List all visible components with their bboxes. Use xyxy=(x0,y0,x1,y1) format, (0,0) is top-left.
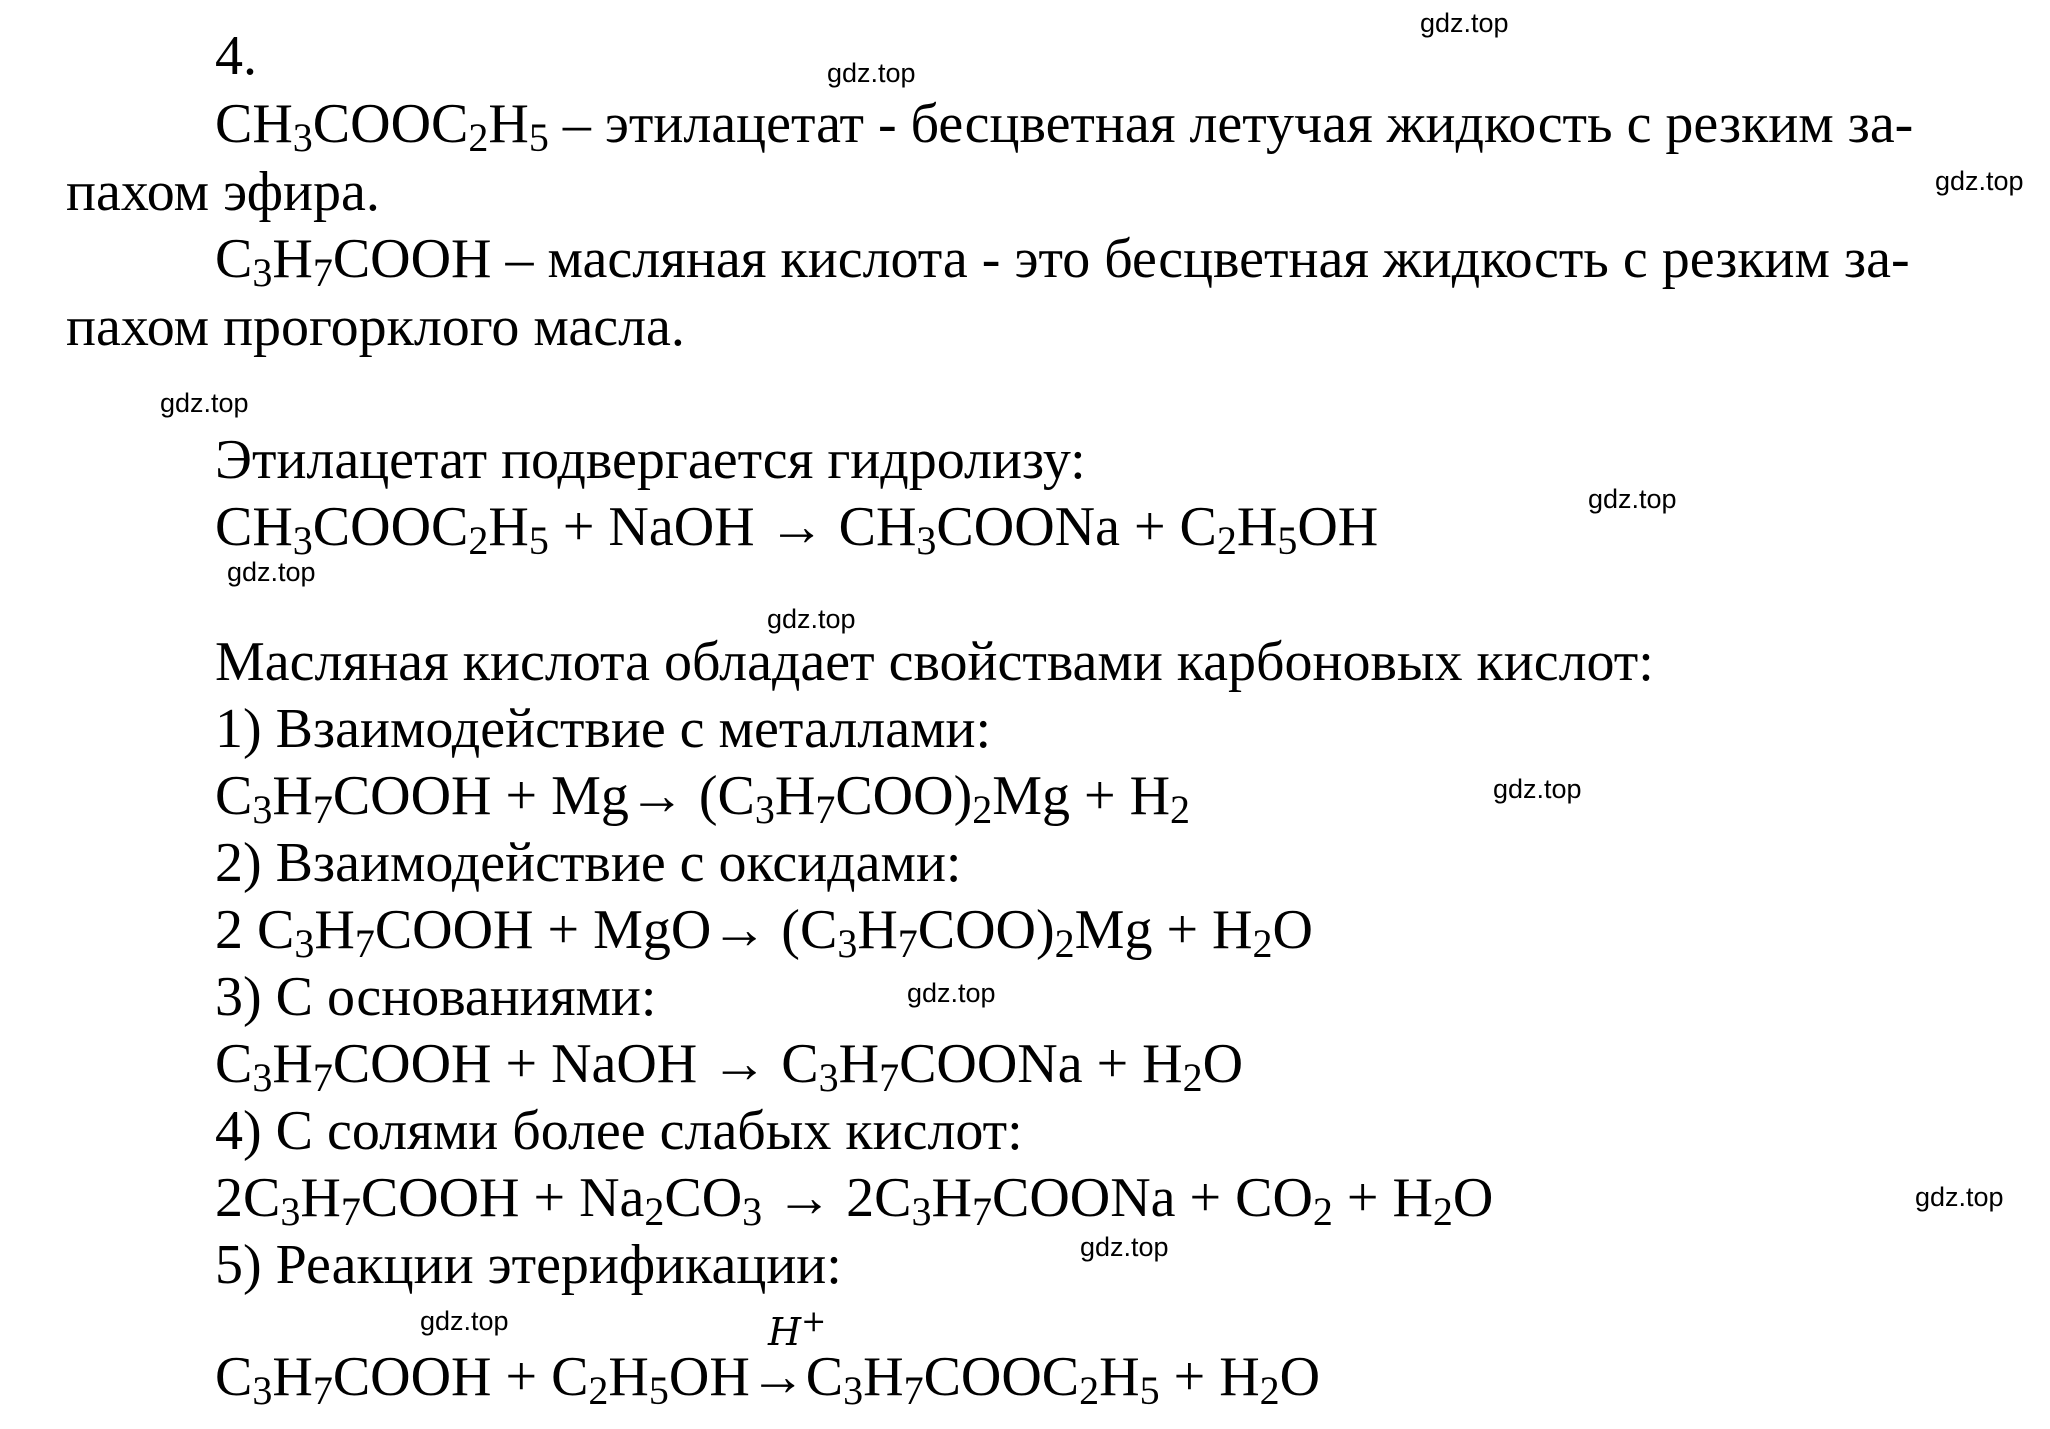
formula-subscript: 3 xyxy=(280,1189,301,1234)
formula-text: H xyxy=(857,899,898,961)
formula-subscript: 7 xyxy=(971,1189,992,1234)
formula-text: H xyxy=(1236,496,1278,558)
formula-text: Mg + H xyxy=(1074,899,1253,961)
formula-text: H xyxy=(314,899,355,961)
formula-text: 2 C xyxy=(215,899,295,961)
formula-text: + H xyxy=(1159,1346,1260,1408)
formula-text: COOH + MgO→ (C xyxy=(374,899,838,961)
formula-text: пахом прогорклого масла. xyxy=(66,296,685,358)
formula-text: COO) xyxy=(835,765,973,827)
formula-text: – этилацетат - бесцветная летучая жидкость с резким за- xyxy=(548,93,1914,155)
formula-subscript: 3 xyxy=(837,921,858,966)
formula-text: → 2C xyxy=(762,1167,912,1229)
formula-text: H xyxy=(774,765,816,827)
formula-text: O xyxy=(1272,899,1313,961)
formula-subscript: 7 xyxy=(879,1055,900,1100)
formula-subscript: 3 xyxy=(843,1368,864,1413)
butyric-acid-description-cont xyxy=(66,295,685,359)
watermark: gdz.top xyxy=(767,604,856,634)
formula-text: H xyxy=(272,1346,313,1408)
watermark: gdz.top xyxy=(1935,166,2024,196)
formula-subscript: 5 xyxy=(528,115,549,160)
formula-subscript: 3 xyxy=(742,1189,763,1234)
item3-equation xyxy=(215,1032,1244,1100)
formula-text: COOC xyxy=(312,93,469,155)
formula-subscript: 3 xyxy=(911,1189,932,1234)
formula-text: + H xyxy=(1332,1167,1433,1229)
watermark: gdz.top xyxy=(420,1306,509,1336)
formula-text: 2C xyxy=(215,1167,281,1229)
item4-equation xyxy=(215,1166,1494,1234)
ethyl-acetate-description-cont xyxy=(66,160,380,224)
catalyst-charge: + xyxy=(801,1304,827,1339)
acid-properties-heading: Масляная кислота обладает свойствами карбоновых кислот: xyxy=(215,631,1654,693)
formula-text: COOH + Mg→ (C xyxy=(332,765,755,827)
formula-text: H xyxy=(931,1167,972,1229)
formula-text: H xyxy=(608,1346,649,1408)
task-number: 4. xyxy=(215,25,257,87)
formula-text: C xyxy=(215,1346,253,1408)
catalyst-symbol: H xyxy=(768,1310,802,1354)
formula-subscript: 2 xyxy=(1312,1189,1333,1234)
formula-text: C xyxy=(215,1033,253,1095)
formula-text: COONa + CO xyxy=(991,1167,1313,1229)
hydrolysis-equation xyxy=(215,495,1379,563)
formula-subscript: 7 xyxy=(312,787,333,832)
formula-text: H xyxy=(488,93,529,155)
item1-title: 1) Взаимодействие с металлами: xyxy=(215,698,992,760)
formula-subscript: 3 xyxy=(252,250,273,295)
butyric-acid-description xyxy=(215,227,1910,295)
formula-text: O xyxy=(1452,1167,1494,1229)
formula-subscript: 2 xyxy=(588,1368,609,1413)
formula-text: COONa + C xyxy=(936,496,1217,558)
formula-text: C xyxy=(215,228,253,290)
formula-text: COOC xyxy=(312,496,469,558)
formula-subscript: 7 xyxy=(312,250,333,295)
formula-text: H xyxy=(272,228,313,290)
item1-equation xyxy=(215,764,1191,832)
formula-subscript: 2 xyxy=(1259,1368,1280,1413)
formula-subscript: 7 xyxy=(312,1055,333,1100)
formula-text: OH xyxy=(1297,496,1379,558)
formula-subscript: 2 xyxy=(1216,518,1237,563)
formula-text: C xyxy=(215,765,253,827)
formula-text: COO) xyxy=(917,899,1055,961)
formula-text: OH→C xyxy=(668,1346,844,1408)
formula-text: COOH + Na xyxy=(360,1167,645,1229)
formula-text: COOC xyxy=(923,1346,1080,1408)
item4-title: 4) С солями более слабых кислот: xyxy=(215,1100,1023,1162)
formula-text: пахом эфира. xyxy=(66,161,380,223)
formula-subscript: 7 xyxy=(340,1189,361,1234)
formula-subscript: 7 xyxy=(815,787,836,832)
formula-subscript: 3 xyxy=(292,518,313,563)
watermark: gdz.top xyxy=(1080,1232,1169,1262)
formula-text: CH xyxy=(215,93,293,155)
formula-subscript: 2 xyxy=(1079,1368,1100,1413)
formula-text: H xyxy=(1099,1346,1140,1408)
formula-subscript: 7 xyxy=(354,921,375,966)
formula-text: O xyxy=(1202,1033,1244,1095)
formula-subscript: 2 xyxy=(468,518,489,563)
formula-text: H xyxy=(272,765,313,827)
formula-text: H xyxy=(300,1167,341,1229)
formula-subscript: 2 xyxy=(1252,921,1273,966)
formula-subscript: 2 xyxy=(1432,1189,1453,1234)
formula-subscript: 2 xyxy=(644,1189,665,1234)
ethyl-acetate-description xyxy=(215,92,1914,160)
item3-title: 3) С основаниями: xyxy=(215,966,657,1028)
formula-subscript: 3 xyxy=(818,1055,839,1100)
formula-text: COOH + C xyxy=(332,1346,589,1408)
formula-text: COOH + NaOH → C xyxy=(332,1033,819,1095)
watermark: gdz.top xyxy=(1915,1182,2004,1212)
formula-text: COOH – масляная кислота - это бесцветная жидкость с резким за- xyxy=(332,228,1910,290)
item5-equation xyxy=(215,1345,1321,1413)
formula-subscript: 2 xyxy=(468,115,489,160)
watermark: gdz.top xyxy=(1420,8,1509,38)
formula-subscript: 3 xyxy=(754,787,775,832)
formula-subscript: 5 xyxy=(648,1368,669,1413)
formula-subscript: 2 xyxy=(972,787,993,832)
formula-subscript: 3 xyxy=(252,1368,273,1413)
watermark: gdz.top xyxy=(827,58,916,88)
formula-text: + NaOH → CH xyxy=(548,496,917,558)
formula-text: O xyxy=(1279,1346,1321,1408)
formula-text: COONa + H xyxy=(899,1033,1183,1095)
formula-subscript: 5 xyxy=(1139,1368,1160,1413)
formula-subscript: 7 xyxy=(897,921,918,966)
formula-text: H xyxy=(488,496,529,558)
formula-text: H xyxy=(838,1033,880,1095)
formula-subscript: 5 xyxy=(528,518,549,563)
item2-title: 2) Взаимодействие с оксидами: xyxy=(215,832,962,894)
formula-text: CO xyxy=(664,1167,743,1229)
formula-subscript: 3 xyxy=(252,1055,273,1100)
formula-subscript: 3 xyxy=(252,787,273,832)
item5-title: 5) Реакции этерификации: xyxy=(215,1234,842,1296)
watermark: gdz.top xyxy=(1493,774,1582,804)
watermark: gdz.top xyxy=(227,557,316,587)
formula-text: CH xyxy=(215,496,293,558)
watermark: gdz.top xyxy=(160,388,249,418)
formula-subscript: 2 xyxy=(1170,787,1191,832)
formula-subscript: 3 xyxy=(916,518,937,563)
formula-subscript: 5 xyxy=(1277,518,1298,563)
formula-subscript: 3 xyxy=(292,115,313,160)
formula-subscript: 7 xyxy=(903,1368,924,1413)
formula-text: H xyxy=(863,1346,904,1408)
watermark: gdz.top xyxy=(1588,484,1677,514)
formula-text: H xyxy=(272,1033,313,1095)
watermark: gdz.top xyxy=(907,978,996,1008)
formula-subscript: 7 xyxy=(312,1368,333,1413)
hydrolysis-heading: Этилацетат подвергается гидролизу: xyxy=(215,429,1086,491)
item2-equation xyxy=(215,898,1313,966)
formula-subscript: 2 xyxy=(1182,1055,1203,1100)
formula-subscript: 3 xyxy=(294,921,315,966)
formula-text: Mg + H xyxy=(992,765,1171,827)
formula-subscript: 2 xyxy=(1054,921,1075,966)
